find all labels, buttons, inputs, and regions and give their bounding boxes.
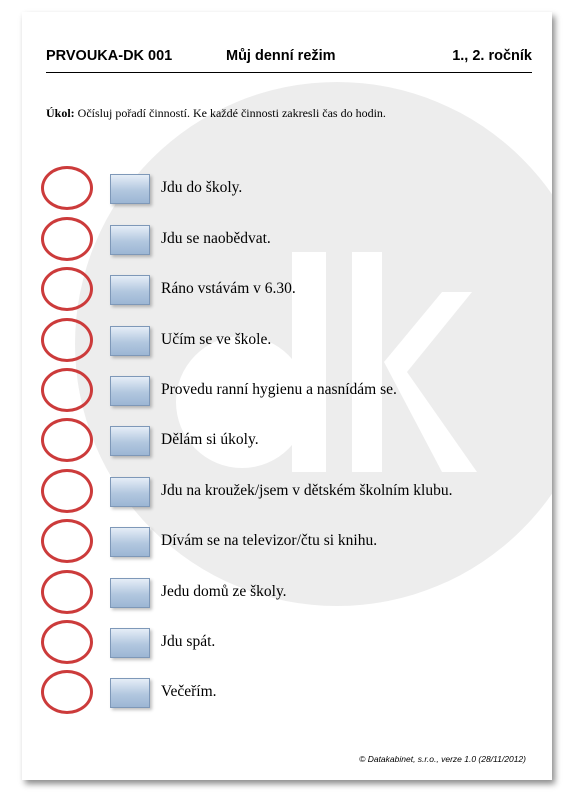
activity-row	[22, 381, 552, 438]
time-box[interactable]	[110, 628, 150, 658]
task-label: Úkol:	[46, 106, 75, 120]
order-number-circle[interactable]	[41, 217, 93, 261]
copyright-footer: © Datakabinet, s.r.o., verze 1.0 (28/11/2012)	[359, 754, 526, 764]
task-text: Očísluj pořadí činností. Ke každé činnosti zakresli čas do hodin.	[77, 106, 386, 120]
order-number-circle[interactable]	[41, 267, 93, 311]
time-box[interactable]	[110, 376, 150, 406]
subject-code: PRVOUKA-DK 001	[46, 48, 173, 64]
order-number-circle[interactable]	[41, 670, 93, 714]
time-box[interactable]	[110, 225, 150, 255]
order-number-circle[interactable]	[41, 318, 93, 362]
activity-label: Jdu na kroužek/jsem v dětském školním klubu.	[161, 482, 453, 499]
order-number-circle[interactable]	[41, 469, 93, 513]
activity-label: Jdu spát.	[161, 633, 216, 650]
grade-level: 1., 2. ročník	[452, 48, 532, 64]
time-box[interactable]	[110, 326, 150, 356]
time-box[interactable]	[110, 426, 150, 456]
worksheet-header	[46, 42, 532, 73]
worksheet-title: Můj denní režim	[226, 48, 336, 64]
activity-label: Dělám si úkoly.	[161, 431, 259, 448]
order-number-circle[interactable]	[41, 166, 93, 210]
activity-label: Dívám se na televizor/čtu si knihu.	[161, 532, 378, 549]
activity-label: Ráno vstávám v 6.30.	[161, 280, 296, 297]
activity-row	[22, 583, 552, 640]
time-box[interactable]	[110, 477, 150, 507]
time-box[interactable]	[110, 678, 150, 708]
time-box[interactable]	[110, 578, 150, 608]
activity-row	[22, 683, 552, 740]
time-box[interactable]	[110, 527, 150, 557]
activity-row	[22, 431, 552, 488]
activity-row	[22, 179, 552, 236]
activity-row	[22, 280, 552, 337]
time-box[interactable]	[110, 275, 150, 305]
worksheet-page	[22, 12, 552, 780]
activity-row	[22, 633, 552, 690]
time-box[interactable]	[110, 174, 150, 204]
order-number-circle[interactable]	[41, 620, 93, 664]
activity-label: Večeřím.	[161, 683, 217, 700]
order-number-circle[interactable]	[41, 570, 93, 614]
activity-label: Učím se ve škole.	[161, 331, 272, 348]
order-number-circle[interactable]	[41, 418, 93, 462]
activity-row	[22, 532, 552, 589]
task-instruction	[46, 106, 386, 121]
activity-label: Jdu do školy.	[161, 179, 243, 196]
order-number-circle[interactable]	[41, 368, 93, 412]
order-number-circle[interactable]	[41, 519, 93, 563]
activity-label: Provedu ranní hygienu a nasnídám se.	[161, 381, 397, 398]
activity-label: Jedu domů ze školy.	[161, 583, 287, 600]
activity-label: Jdu se naobědvat.	[161, 230, 271, 247]
